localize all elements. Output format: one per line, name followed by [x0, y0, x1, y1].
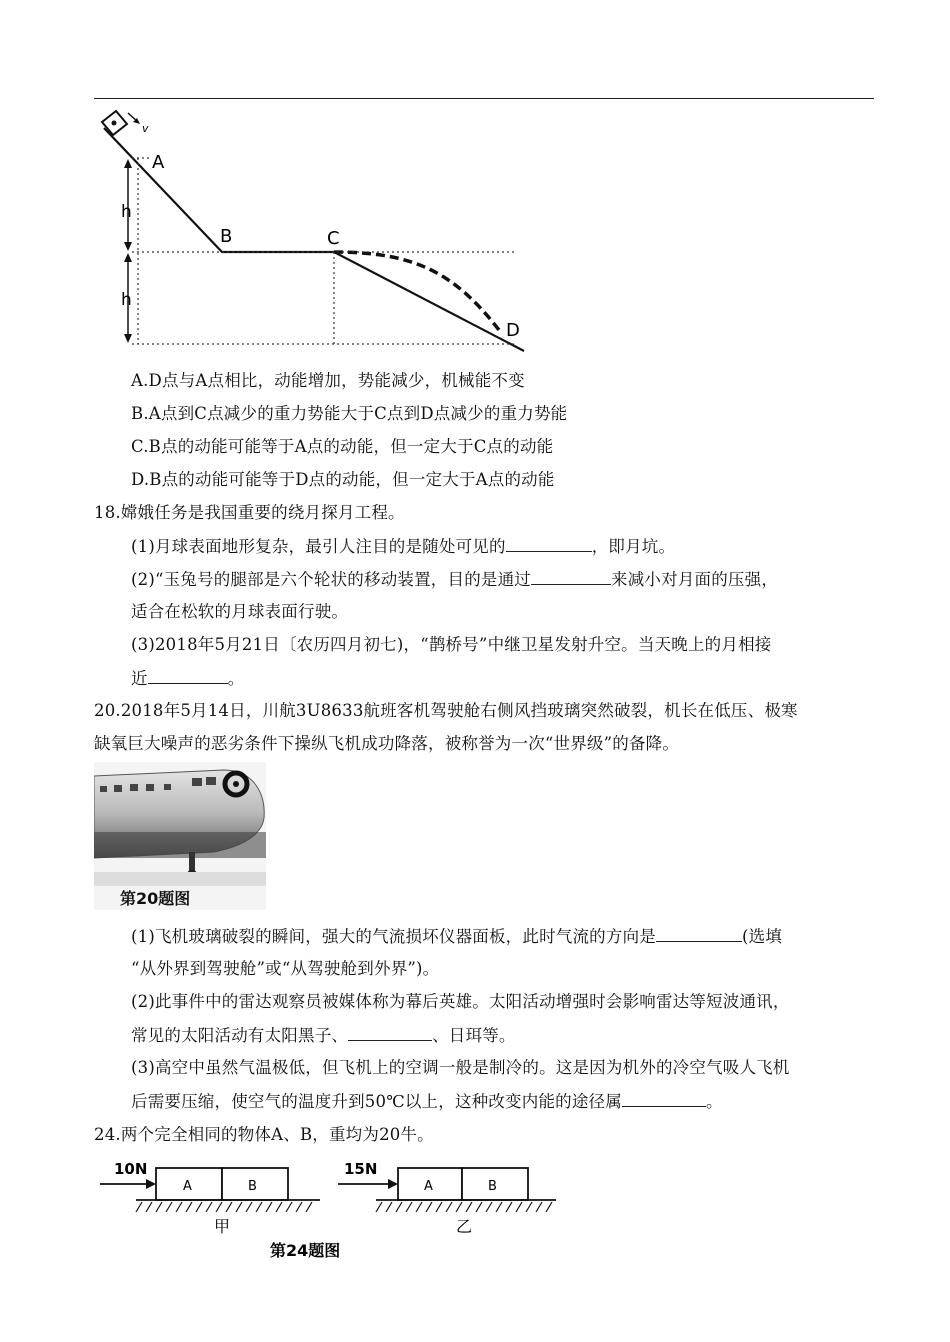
- q20-stem: 20.2018年5月14日，川航3U8633航班客机驾驶舱右侧风挡玻璃突然破裂，机长在低压、极寒: [94, 701, 798, 720]
- q20-part1-cont: “从外界到驾驶舱”或“从驾驶舱到外界”)。: [131, 959, 440, 978]
- q20-part3-cont: [131, 1090, 723, 1113]
- q20-part1: [131, 925, 782, 948]
- setup-jia: [100, 1160, 320, 1236]
- point-a-label: A: [152, 152, 165, 173]
- q18-part2-text-b: 来减小对月面的压强，: [611, 570, 779, 589]
- block-b-right-label: B: [488, 1179, 497, 1194]
- q20-part2: (2)此事件中的雷达观察员被媒体称为幕后英雄。太阳活动增强时会影响雷达等短波通讯，: [131, 992, 790, 1011]
- point-b-label: B: [220, 226, 233, 247]
- answer-blank[interactable]: [622, 1090, 706, 1107]
- q20-part2-text-c: 、日珥等。: [432, 1026, 516, 1045]
- q17-option-b: B.A点到C点减少的重力势能大于C点到D点减少的重力势能: [131, 404, 568, 423]
- point-c-label: C: [327, 228, 340, 249]
- q18-part1: [131, 535, 675, 558]
- blocks-figure: [94, 1156, 564, 1266]
- height-label-upper: h: [121, 202, 132, 222]
- airplane-photo: [94, 762, 266, 910]
- track: [104, 128, 524, 351]
- header-rule: [94, 98, 874, 99]
- q20-part1-text-a: (1)飞机玻璃破裂的瞬间，强大的气流损坏仪器面板，此时气流的方向是: [131, 927, 656, 946]
- q24-stem: 24.两个完全相同的物体A、B，重均为20牛。: [94, 1125, 434, 1144]
- velocity-label: v: [142, 122, 149, 135]
- q17-option-d: D.B点的动能可能等于D点的动能，但一定大于A点的动能: [131, 470, 555, 489]
- q20-part2-text-b: 常见的太阳活动有太阳黑子、: [131, 1026, 349, 1045]
- answer-blank[interactable]: [148, 667, 228, 684]
- answer-blank[interactable]: [348, 1024, 432, 1041]
- slope-figure: [94, 102, 534, 354]
- q18-stem: 18.嫦娥任务是我国重要的绕月探月工程。: [94, 503, 405, 522]
- height-label-lower: h: [121, 290, 132, 310]
- q20-part2-cont: [131, 1024, 516, 1047]
- q20-part3-text-c: 。: [705, 1092, 723, 1111]
- block-a-left-label: A: [183, 1179, 192, 1194]
- q20-figure-caption: 第20题图: [120, 889, 191, 908]
- q17-option-c: C.B点的动能可能等于A点的动能，但一定大于C点的动能: [131, 437, 554, 456]
- q20-part3-text-b: 后需要压缩，使空气的温度升到50℃以上，这种改变内能的途径属: [131, 1092, 622, 1111]
- q20-part1-text-b: (选填: [741, 927, 783, 946]
- force-label-left: 10N: [114, 1160, 148, 1178]
- q18-part2: [131, 568, 778, 591]
- q17-option-a: A.D点与A点相比，动能增加，势能减少，机械能不变: [131, 371, 525, 390]
- q18-part3-cont: [131, 667, 244, 690]
- block-b-left-label: B: [248, 1179, 257, 1194]
- q20-part3: (3)高空中虽然气温极低，但飞机上的空调一般是制冷的。这是因为机外的冷空气吸人飞机: [131, 1058, 790, 1077]
- block-a-right-label: A: [424, 1179, 433, 1194]
- q18-part3-text-c: 。: [227, 669, 245, 688]
- setup-label-jia: 甲: [214, 1217, 231, 1236]
- q18-part2-text-a: (2)“玉兔号的腿部是六个轮状的移动装置，目的是通过: [131, 570, 532, 589]
- q18-part3: (3)2018年5月21日〔农历四月初七)，“鹊桥号”中继卫星发射升空。当天晚上的月相接: [131, 635, 772, 654]
- answer-blank[interactable]: [531, 568, 611, 585]
- q20-stem-cont: 缺氧巨大噪声的恶劣条件下操纵飞机成功降落，被称誉为一次“世界级”的备降。: [94, 734, 680, 753]
- setup-yi: [338, 1160, 556, 1236]
- q24-figure-caption: 第24题图: [270, 1241, 341, 1260]
- answer-blank[interactable]: [656, 925, 742, 942]
- q18-part1-text-b: ，即月坑。: [591, 537, 676, 556]
- answer-blank[interactable]: [506, 535, 592, 552]
- q18-part2-cont: 适合在松软的月球表面行驶。: [131, 602, 349, 621]
- q18-part3-text-b: 近: [131, 669, 148, 688]
- point-d-label: D: [506, 320, 520, 341]
- force-label-right: 15N: [344, 1160, 378, 1178]
- q18-part1-text-a: (1)月球表面地形复杂，最引人注目的是随处可见的: [131, 537, 506, 556]
- setup-label-yi: 乙: [456, 1217, 473, 1236]
